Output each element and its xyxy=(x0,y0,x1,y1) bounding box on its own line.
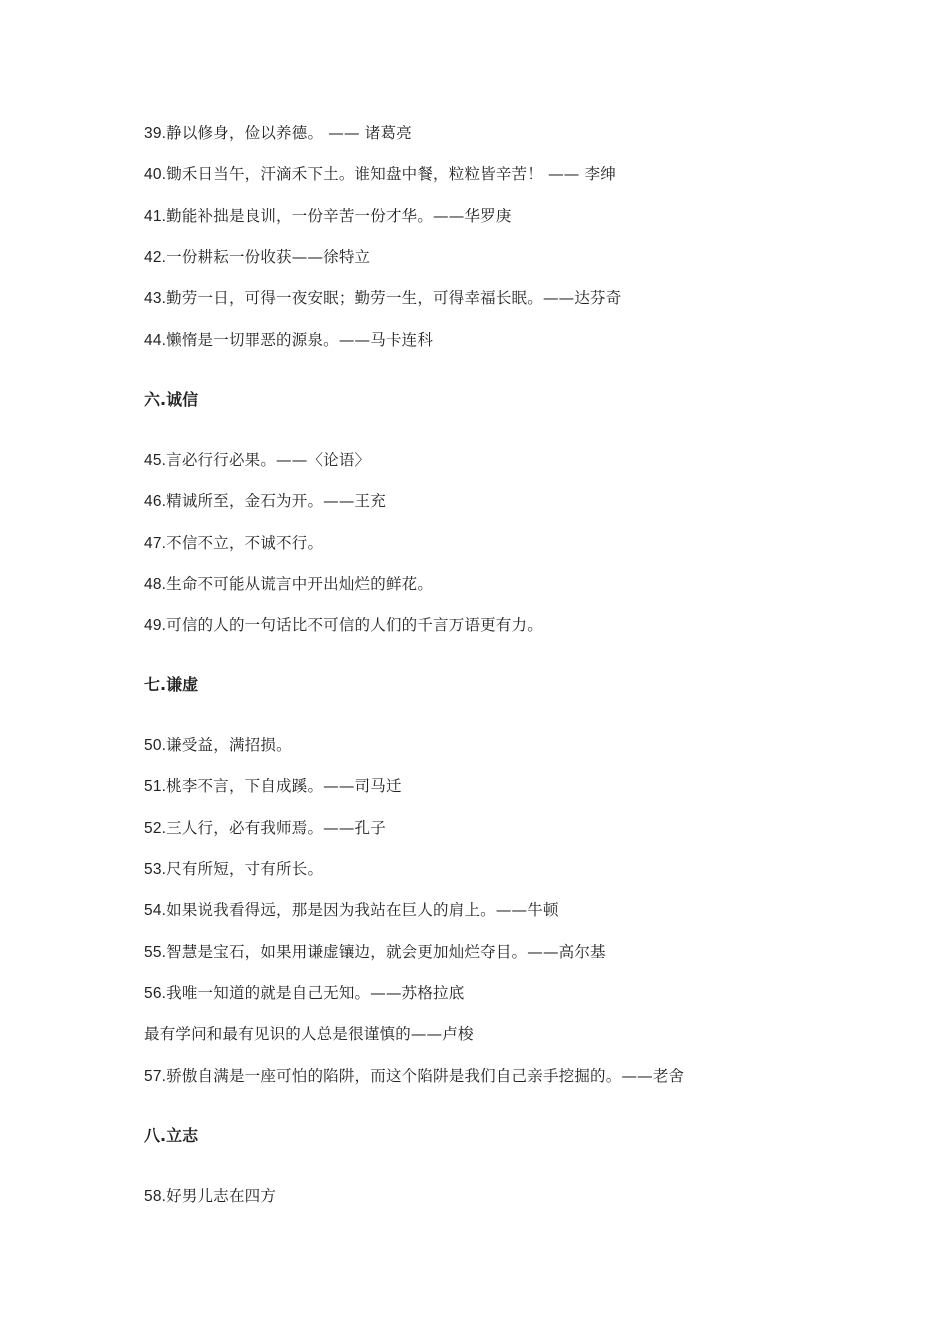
quote-text: 静以修身，俭以养德。 —— 诸葛亮 xyxy=(166,124,412,142)
quote-text: 生命不可能从谎言中开出灿烂的鲜花。 xyxy=(166,575,434,593)
quote-number: 50. xyxy=(144,737,167,754)
quote-line xyxy=(144,574,433,595)
quote-number: 53. xyxy=(144,861,167,878)
quote-text: 桃李不言，下自成蹊。——司马迁 xyxy=(166,777,402,795)
quote-line xyxy=(144,859,323,880)
quote-line xyxy=(144,288,621,309)
quote-number: 40. xyxy=(144,166,167,183)
quote-number: 58. xyxy=(144,1188,167,1205)
quote-number: 42. xyxy=(144,249,167,266)
quote-text: 言必行行必果。——〈论语〉 xyxy=(166,451,371,469)
quote-number: 57. xyxy=(144,1068,167,1085)
quote-number: 45. xyxy=(144,452,167,469)
quote-line xyxy=(144,776,402,797)
quote-text: 三人行，必有我师焉。——孔子 xyxy=(166,819,386,837)
quote-text: 可信的人的一句话比不可信的人们的千言万语更有力。 xyxy=(166,616,543,634)
quote-line xyxy=(144,450,370,471)
quote-number: 54. xyxy=(144,902,167,919)
quote-text: 锄禾日当午，汗滴禾下土。谁知盘中餐，粒粒皆辛苦！ —— 李绅 xyxy=(166,165,617,183)
quote-number: 41. xyxy=(144,208,167,225)
quote-text: 智慧是宝石，如果用谦虚镶边，就会更加灿烂夺目。——高尔基 xyxy=(166,943,606,961)
quote-number: 43. xyxy=(144,290,167,307)
quote-line xyxy=(144,247,370,268)
quote-text: 骄傲自满是一座可怕的陷阱，而这个陷阱是我们自己亲手挖掘的。——老舍 xyxy=(166,1067,685,1085)
quote-number: 56. xyxy=(144,985,167,1002)
quote-line xyxy=(144,818,386,839)
quote-text: 最有学问和最有见识的人总是很谨慎的——卢梭 xyxy=(144,1025,474,1043)
quote-number: 55. xyxy=(144,944,167,961)
quote-number: 48. xyxy=(144,576,167,593)
section-heading-modesty: 七.谦虚 xyxy=(144,675,199,694)
quote-number: 39. xyxy=(144,125,167,142)
quote-number: 51. xyxy=(144,778,167,795)
quote-line xyxy=(144,1024,474,1045)
quote-text: 不信不立，不诚不行。 xyxy=(166,534,324,552)
quote-line xyxy=(144,164,616,185)
quote-line xyxy=(144,735,292,756)
quote-line xyxy=(144,983,464,1004)
quote-number: 49. xyxy=(144,617,167,634)
quote-line xyxy=(144,123,412,144)
quote-text: 尺有所短，寸有所长。 xyxy=(166,860,324,878)
quote-line xyxy=(144,1066,684,1087)
quote-text: 我唯一知道的就是自己无知。——苏格拉底 xyxy=(166,984,465,1002)
section-heading-honesty: 六.诚信 xyxy=(144,390,199,409)
quote-text: 勤劳一日，可得一夜安眠；勤劳一生，可得幸福长眠。——达芬奇 xyxy=(166,289,622,307)
quote-text: 精诚所至，金石为开。——王充 xyxy=(166,492,386,510)
quote-text: 一份耕耘一份收获——徐特立 xyxy=(166,248,371,266)
quote-line xyxy=(144,491,386,512)
quote-line xyxy=(144,330,433,351)
quote-text: 勤能补拙是良训，一份辛苦一份才华。——华罗庚 xyxy=(166,207,512,225)
quote-text: 如果说我看得远，那是因为我站在巨人的肩上。——牛顿 xyxy=(166,901,559,919)
quote-text: 懒惰是一切罪恶的源泉。——马卡连科 xyxy=(166,331,434,349)
quote-line xyxy=(144,615,543,636)
quote-text: 谦受益，满招损。 xyxy=(166,736,292,754)
quote-number: 44. xyxy=(144,332,167,349)
quote-line xyxy=(144,1186,276,1207)
quote-line xyxy=(144,533,323,554)
quote-number: 52. xyxy=(144,820,167,837)
quote-line xyxy=(144,206,512,227)
quote-line xyxy=(144,900,559,921)
quote-number: 46. xyxy=(144,493,167,510)
quote-text: 好男儿志在四方 xyxy=(166,1187,277,1205)
quote-number: 47. xyxy=(144,535,167,552)
quote-line xyxy=(144,942,606,963)
section-heading-aspiration: 八.立志 xyxy=(144,1126,199,1145)
